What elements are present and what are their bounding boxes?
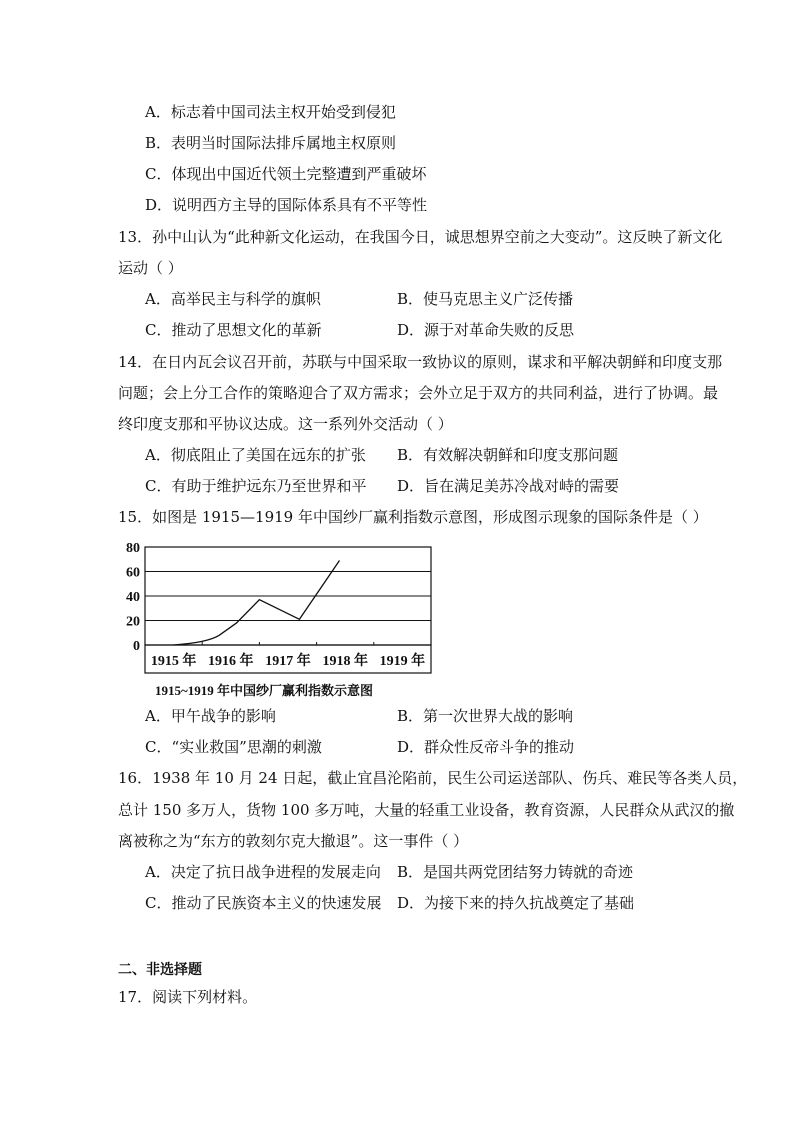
q14-option-b: B．有效解决朝鲜和印度支那问题 (397, 446, 619, 464)
q12-option-a: A．标志着中国司法主权开始受到侵犯 (145, 103, 396, 121)
q15-option-d: D．群众性反帝斗争的推动 (397, 738, 575, 756)
x-axis-labels (151, 652, 425, 669)
q16-stem-line1: 16．1938 年 10 月 24 日起，截止宜昌沦陷前，民生公司运送部队、伤兵、难民等各类人员， (118, 769, 748, 787)
q13-option-c: C．推动了思想文化的革新 (145, 321, 322, 339)
x-tick-label: 1915 年 (150, 654, 197, 669)
y-tick-label: 80 (126, 541, 140, 556)
q16-stem-line3: 离被称之为“东方的敦刻尔克大撤退”。这一事件（ ） (118, 832, 469, 850)
q14-option-d: D．旨在满足美苏冷战对峙的需要 (397, 477, 620, 495)
x-tick-label: 1917 年 (265, 654, 311, 669)
q15-option-a: A．甲午战争的影响 (145, 707, 276, 725)
q16-stem-line2: 总计 150 多万人，货物 100 多万吨，大量的轻重工业设备，教育资源，人民群众从武汉的撤 (118, 801, 735, 819)
q16-option-d: D．为接下来的持久抗战奠定了基础 (397, 894, 635, 912)
q14-stem-line2: 问题；会上分工合作的策略迎合了双方需求；会外立足于双方的共同利益，进行了协调。最 (118, 384, 719, 402)
y-tick-label: 20 (126, 614, 140, 630)
q12-option-b: B．表明当时国际法排斥属地主权原则 (145, 134, 397, 152)
x-tick-label: 1919 年 (379, 654, 426, 669)
q15-stem: 15．如图是 1915—1919 年中国纱厂赢利指数示意图，形成图示现象的国际条件是（ ） (118, 508, 708, 526)
q14-stem-line3: 终印度支那和平协议达成。这一系列外交活动（ ） (118, 415, 453, 433)
y-axis-ticks (126, 541, 140, 654)
profit-index-chart (118, 538, 438, 703)
y-tick-label: 0 (133, 639, 140, 654)
q14-option-c: C．有助于维护远东乃至世界和平 (145, 477, 367, 495)
q12-option-d: D．说明西方主导的国际体系具有不平等性 (145, 196, 428, 214)
q15-option-c: C．“实业救国”思潮的刺激 (145, 738, 322, 756)
q16-option-a: A．决定了抗日战争进程的发展走向 (145, 863, 381, 881)
profit-index-line (174, 560, 340, 645)
y-tick-label: 40 (126, 590, 140, 605)
q17-stem: 17．阅读下列材料。 (118, 988, 258, 1006)
q14-stem-line1: 14．在日内瓦会议召开前，苏联与中国采取一致协议的原则，谋求和平解决朝鲜和印度支那 (118, 353, 723, 371)
x-tick-label: 1916 年 (208, 654, 254, 669)
q13-option-b: B．使马克思主义广泛传播 (397, 290, 574, 308)
q14-option-a: A．彻底阻止了美国在远东的扩张 (145, 446, 366, 464)
chart-title: 1915~1919 年中国纱厂赢利指数示意图 (155, 683, 374, 698)
q13-stem-line1: 13．孙中山认为“此种新文化运动，在我国今日，诚思想界空前之大变动”。这反映了新文化 (118, 228, 723, 246)
q16-option-b: B．是国共两党团结努力铸就的奇迹 (397, 863, 634, 881)
q13-option-d: D．源于对革命失败的反思 (397, 321, 575, 339)
q15-option-b: B．第一次世界大战的影响 (397, 707, 574, 725)
q16-option-c: C．推动了民族资本主义的快速发展 (145, 894, 382, 912)
q13-option-a: A．高举民主与科学的旗帜 (145, 290, 321, 308)
x-tick-label: 1918 年 (322, 654, 368, 669)
section-heading: 二、非选择题 (118, 962, 202, 978)
q13-stem-line2: 运动（ ） (118, 259, 183, 277)
q12-option-c: C．体现出中国近代领土完整遭到严重破坏 (145, 165, 427, 183)
y-tick-label: 60 (126, 565, 140, 581)
